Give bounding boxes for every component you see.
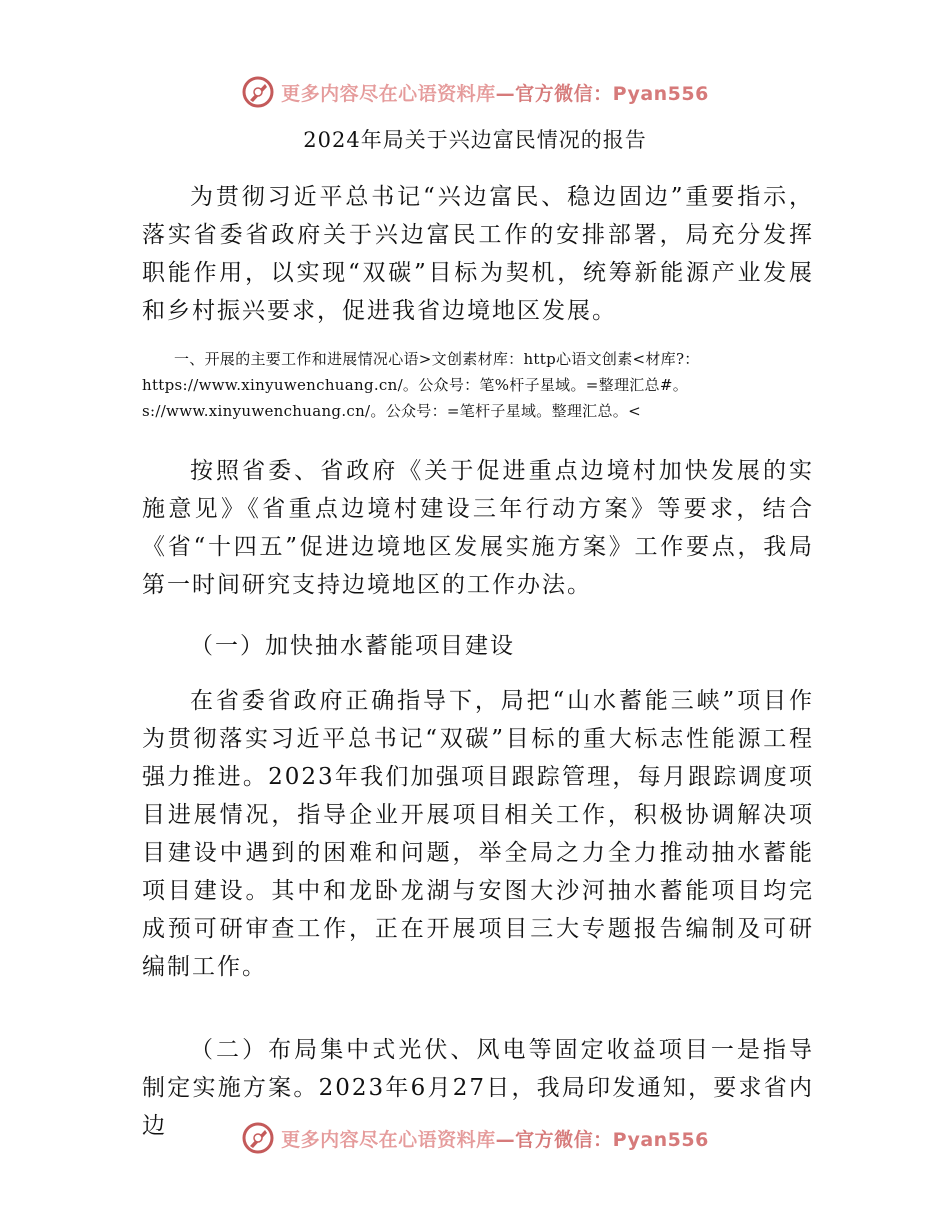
quill-logo-icon — [241, 75, 275, 109]
footer-banner — [0, 1118, 950, 1158]
subsection-heading-1: （一）加快抽水蓄能项目建设 — [190, 633, 515, 659]
paragraph-2: 按照省委、省政府《关于促进重点边境村加快发展的实施意见》《省重点边境村建设三年行动方案》等要求，结合《省“十四五”促进边境地区发展实施方案》工作要点，我局第一时间研究支持边境地区的工作办法。 — [142, 458, 814, 598]
paragraph-4: （二）布局集中式光伏、风电等固定收益项目一是指导制定实施方案。2023年6月27日，我局印发通知，要求省内边 — [142, 1037, 814, 1139]
intro-paragraph: 为贯彻习近平总书记“兴边富民、稳边固边”重要指示，落实省委省政府关于兴边富民工作的安排部署，局充分发挥职能作用，以实现“双碳”目标为契机，统筹新能源产业发展和乡村振兴要求，促进我省边境地区发展。 — [142, 184, 814, 324]
banner-text: 更多内容尽在心语资料库—官方微信：Pyan556 — [281, 82, 709, 105]
header-banner — [0, 72, 950, 112]
quill-logo-icon — [241, 1121, 275, 1155]
banner-text: 更多内容尽在心语资料库—官方微信：Pyan556 — [281, 1128, 709, 1151]
section-heading-1: 一、开展的主要工作和进展情况心语>文创素材库：http心语文创素<材库?：https://www.xinyuwenchuang.cn/。公众号：笔%杆子星域。=整理汇总#。s://www.xinyuwenchuang.cn/。公众号：=笔杆子星域。整理汇总。< — [142, 350, 700, 420]
paragraph-3: 在省委省政府正确指导下，局把“山水蓄能三峡”项目作为贯彻落实习近平总书记“双碳”目标的重大标志性能源工程强力推进。2023年我们加强项目跟踪管理，每月跟踪调度项目进展情况，指导企业开展项目相关工作，积极协调解决项目建设中遇到的困难和问题，举全局之力全力推动抽水蓄能项目建设。其中和龙卧龙湖与安图大沙河抽水蓄能项目均完成预可研审查工作，正在开展项目三大专题报告编制及可研编制工作。 — [142, 688, 814, 980]
document-title: 2024年局关于兴边富民情况的报告 — [303, 128, 647, 152]
